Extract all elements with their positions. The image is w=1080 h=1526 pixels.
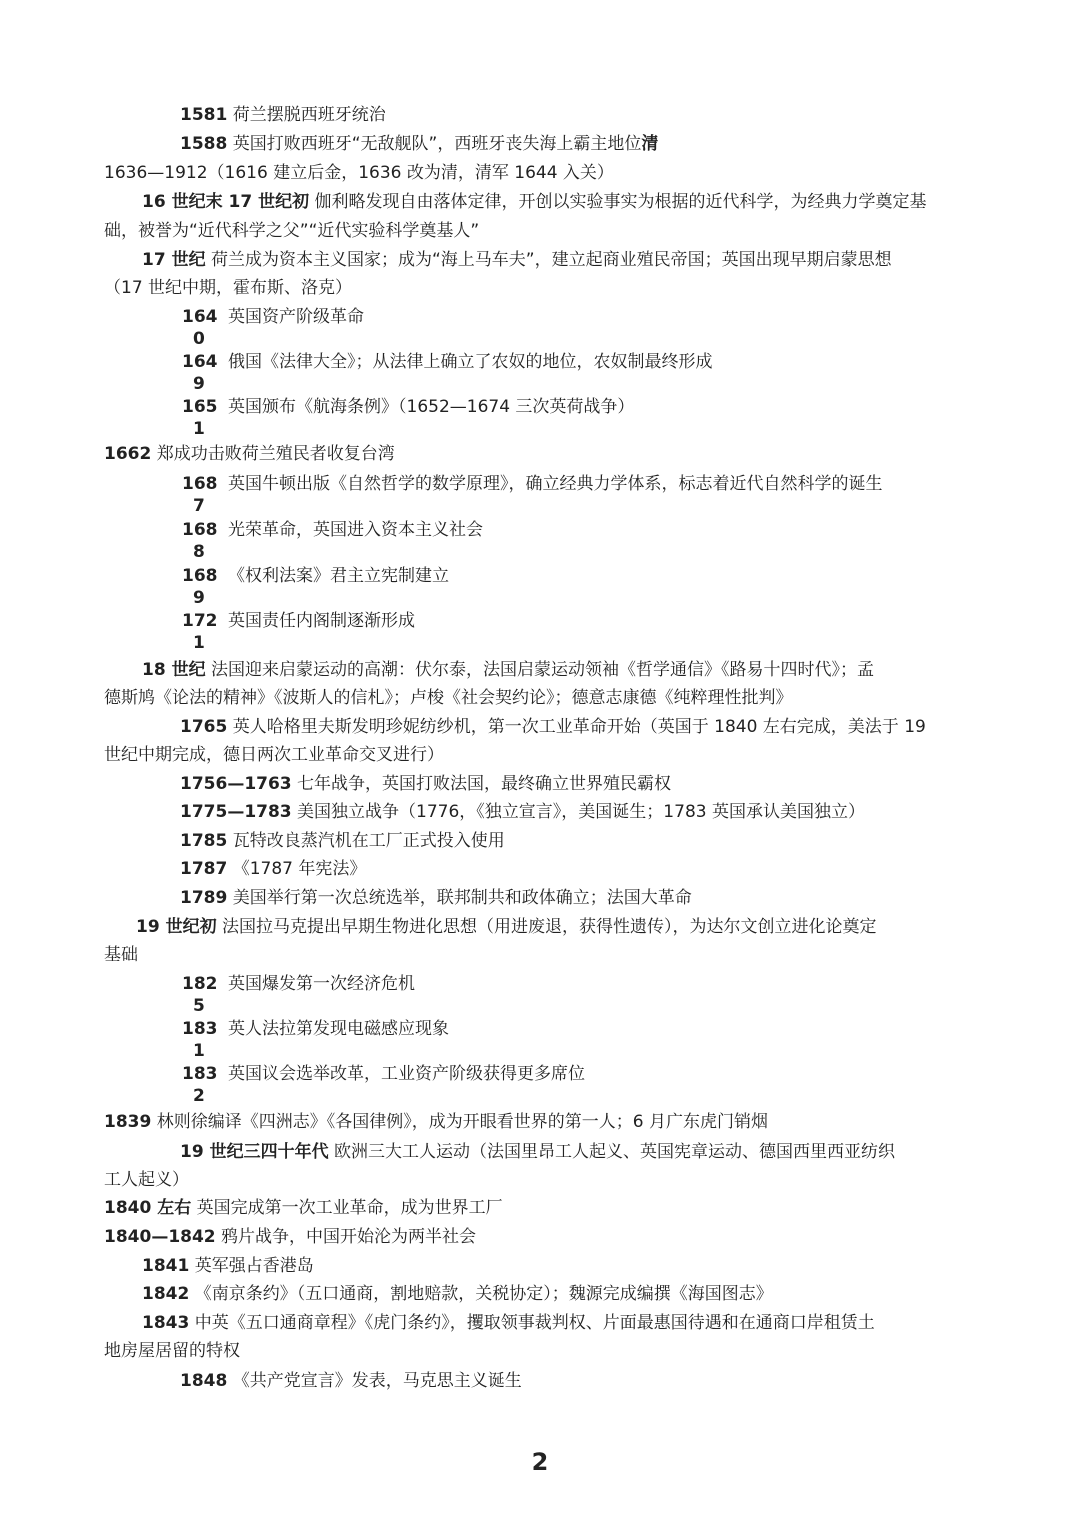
entry-1842 (142, 1283, 773, 1305)
entry-text: 英国牛顿出版《自然哲学的数学原理》，确立经典力学体系，标志着近代自然科学的诞生 (228, 474, 883, 494)
entry-year: 1841 (142, 1256, 190, 1276)
entry-year-split: 168 7 (182, 474, 218, 516)
entry-year: 16 世纪末 17 世纪初 (142, 192, 310, 212)
entry-1662 (104, 443, 395, 465)
entry-text: 美国举行第一次总统选举，联邦制共和政体确立；法国大革命 (232, 888, 692, 908)
entry-year: 19 世纪三四十年代 (180, 1142, 329, 1162)
entry-1839 (104, 1111, 768, 1133)
entry-year: 1785 (180, 831, 228, 851)
entry-text: 林则徐编译《四洲志》《各国律例》，成为开眼看世界的第一人；6 月广东虎门销烟 (156, 1112, 768, 1132)
entry-text: 英国颁布《航海条例》（1652—1674 三次英荷战争） (228, 397, 635, 417)
entry-text: 七年战争，英国打败法国，最终确立世界殖民霸权 (297, 774, 672, 794)
entry-17th-century (142, 249, 892, 271)
entry-text: 英军强占香港岛 (194, 1256, 314, 1276)
entry-year: 1775—1783 (180, 802, 292, 822)
entry-text: 欧洲三大工人运动（法国里昂工人起义、英国宪章运动、德国西里西亚纺织 (333, 1142, 895, 1162)
entry-year: 1789 (180, 888, 228, 908)
entry-year: 1581 (180, 105, 228, 125)
entry-text: 英国打败西班牙“无敌舰队”，西班牙丧失海上霸主地位 (232, 134, 642, 154)
entry-continuation: （17 世纪中期，霍布斯、洛克） (104, 278, 353, 298)
entry-continuation: 工人起义） (104, 1170, 189, 1190)
entry-year: 1843 (142, 1313, 190, 1333)
entry-1840-1842 (104, 1226, 476, 1248)
entry-year-split: 183 1 (182, 1019, 218, 1061)
entry-year: 18 世纪 (142, 660, 206, 680)
entry-year: 1842 (142, 1284, 190, 1304)
entry-year-split: 182 5 (182, 974, 218, 1016)
entry-text: 中英《五口通商章程》《虎门条约》，攫取领事裁判权、片面最惠国待遇和在通商口岸租赁土 (194, 1313, 875, 1333)
entry-text: 光荣革命，英国进入资本主义社会 (228, 520, 483, 540)
entry-19th-century-early (136, 916, 876, 938)
entry-text: 伽利略发现自由落体定律，开创以实验事实为根据的近代科学，为经典力学奠定基 (314, 192, 927, 212)
entry-text: 英国完成第一次工业革命，成为世界工厂 (196, 1198, 503, 1218)
entry-text: 《南京条约》（五口通商，割地赔款，关税协定）；魏源完成编撰《海国图志》 (194, 1284, 773, 1304)
entry-1785 (180, 830, 505, 852)
entry-qing-dynasty: 1636—1912（1616 建立后金，1636 改为清，清军 1644 入关） (104, 163, 614, 183)
entry-year: 1662 (104, 444, 152, 464)
entry-1848 (180, 1370, 522, 1392)
entry-year-split: 183 2 (182, 1064, 218, 1106)
entry-year: 1839 (104, 1112, 152, 1132)
entry-1787 (180, 858, 366, 880)
entry-tail: 清 (641, 134, 659, 154)
entry-1765 (180, 716, 926, 738)
entry-year-split: 168 8 (182, 520, 218, 562)
entry-1830s-1840s (180, 1141, 895, 1163)
entry-1756-1763 (180, 773, 671, 795)
entry-text: 英国资产阶级革命 (228, 307, 364, 327)
entry-text: 荷兰成为资本主义国家；成为“海上马车夫”，建立起商业殖民帝国；英国出现早期启蒙思想 (210, 250, 892, 270)
entry-year-split: 168 9 (182, 566, 218, 608)
entry-1581 (180, 104, 386, 126)
entry-1775-1783 (180, 801, 865, 823)
entry-year: 1787 (180, 859, 228, 879)
entry-1840 (104, 1197, 503, 1219)
entry-text: 英人法拉第发现电磁感应现象 (228, 1019, 449, 1039)
entry-year: 1765 (180, 717, 228, 737)
entry-year-split: 164 9 (182, 352, 218, 394)
entry-continuation: 础，被誉为“近代科学之父”“近代实验科学奠基人” (104, 221, 480, 241)
entry-text: 郑成功击败荷兰殖民者收复台湾 (156, 444, 395, 464)
entry-continuation: 基础 (104, 945, 138, 965)
entry-text: 法国拉马克提出早期生物进化思想（用进废退，获得性遗传），为达尔文创立进化论奠定 (221, 917, 877, 937)
entry-text: 《权利法案》君主立宪制建立 (228, 566, 449, 586)
entry-year: 1756—1763 (180, 774, 292, 794)
page-number: 2 (531, 1448, 549, 1476)
entry-galileo (142, 191, 926, 213)
entry-text: 英人哈格里夫斯发明珍妮纺纱机，第一次工业革命开始（英国于 1840 左右完成，美法于 19 (232, 717, 926, 737)
entry-text: 荷兰摆脱西班牙统治 (232, 105, 386, 125)
entry-year: 1840—1842 (104, 1227, 216, 1247)
entry-year-split: 172 1 (182, 611, 218, 653)
entry-text: 英国议会选举改革，工业资产阶级获得更多席位 (228, 1064, 585, 1084)
entry-text: 《共产党宣言》发表，马克思主义诞生 (232, 1371, 522, 1391)
entry-1843 (142, 1312, 875, 1334)
entry-year-split: 164 0 (182, 307, 218, 349)
entry-year: 19 世纪初 (136, 917, 217, 937)
entry-text: 《1787 年宪法》 (232, 859, 367, 879)
entry-text: 瓦特改良蒸汽机在工厂正式投入使用 (232, 831, 505, 851)
entry-text: 美国独立战争（1776，《独立宣言》，美国诞生；1783 英国承认美国独立） (297, 802, 865, 822)
entry-year-split: 165 1 (182, 397, 218, 439)
entry-text: 鸦片战争，中国开始沦为两半社会 (221, 1227, 477, 1247)
entry-1588 (180, 133, 658, 155)
entry-year: 1840 左右 (104, 1198, 192, 1218)
entry-18th-century (142, 659, 874, 681)
entry-year: 1848 (180, 1371, 228, 1391)
entry-text: 英国爆发第一次经济危机 (228, 974, 415, 994)
entry-1841 (142, 1255, 314, 1277)
entry-year: 1588 (180, 134, 228, 154)
entry-continuation: 德斯鸠《论法的精神》《波斯人的信札》；卢梭《社会契约论》；德意志康德《纯粹理性批判》 (104, 688, 793, 708)
entry-continuation: 地房屋居留的特权 (104, 1341, 240, 1361)
entry-continuation: 世纪中期完成，德日两次工业革命交叉进行） (104, 745, 444, 765)
entry-text: 俄国《法律大全》；从法律上确立了农奴的地位，农奴制最终形成 (228, 352, 713, 372)
entry-year: 17 世纪 (142, 250, 206, 270)
entry-1789 (180, 887, 692, 909)
entry-text: 法国迎来启蒙运动的高潮：伏尔泰，法国启蒙运动领袖《哲学通信》《路易十四时代》；孟 (210, 660, 874, 680)
entry-text: 英国责任内阁制逐渐形成 (228, 611, 415, 631)
